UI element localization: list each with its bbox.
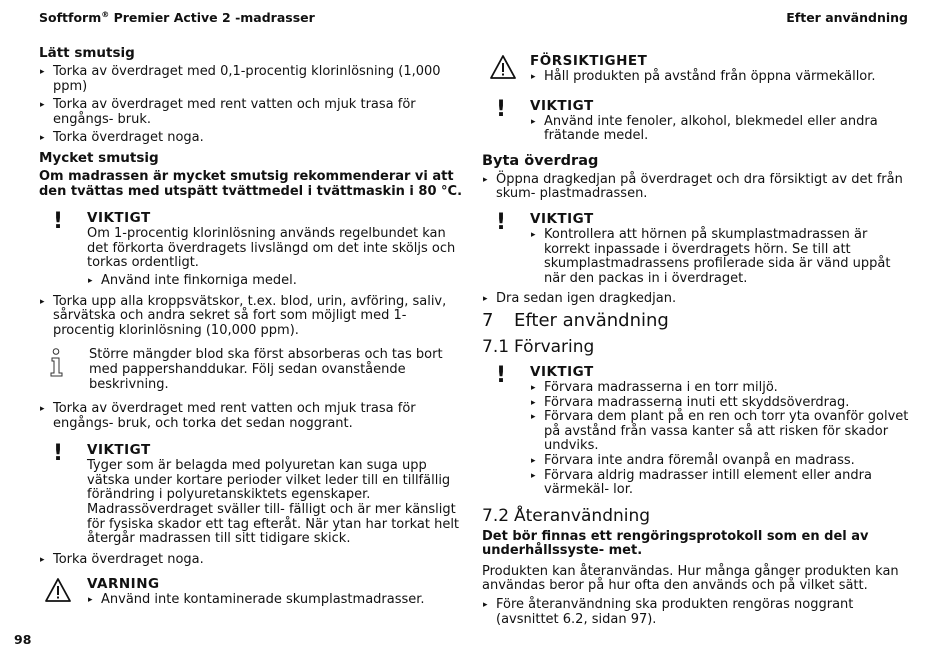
section-number: 7 (482, 309, 494, 331)
product-name: Premier Active 2 -madrasser (109, 10, 315, 26)
heading-byta-overdrag: Byta överdrag (482, 152, 599, 169)
list-item: ▸ Torka av överdraget med 0,1-procentig klorinlösning (1,000 ppm) (39, 65, 464, 94)
mycket-text: Om madrassen är mycket smutsig rekommenderar vi att den tvättas med utspätt tvättmedel i tvättmaskin i 80 °C. (39, 168, 463, 199)
note-title: VARNING (87, 576, 160, 593)
list-item: ▸ Dra sedan igen dragkedjan. (482, 292, 912, 307)
note-viktigt (39, 209, 464, 288)
warning-triangle-icon (41, 577, 75, 607)
note-bullet: ▸ Använd inte kontaminerade skumplastmadrasser. (87, 593, 464, 608)
warning-triangle-icon (486, 54, 520, 84)
section-title: Förvaring (514, 336, 595, 357)
note-info (39, 348, 464, 392)
page-number: 98 (14, 632, 32, 647)
note-viktigt (482, 210, 912, 286)
brand-name: Softform (39, 10, 102, 26)
section-number: 7.1 (482, 336, 510, 357)
note-bullet: ▸ Förvara madrasserna inuti ett skyddsöverdrag. (530, 396, 912, 411)
note-varning (39, 575, 464, 608)
note-text: Tyger som är belagda med polyuretan kan suga upp vätska under kortare perioder vilket leder till en tillfällig förändring i polyuretanskiktets egenskaper. Madrassöverdraget sväller till- fälligt och är mer känsligt för fysiska skador ett tag efteråt. När ytan har torkat helt återgår madrassen till sitt tidigare skick. (87, 458, 460, 547)
running-header-title (39, 10, 315, 25)
list-item: ▸ Torka upp alla kroppsvätskor, t.ex. blod, urin, avföring, saliv, sårvätska och andra sekret så fort som möjligt med 1-procentig klorinlösning (10,000 ppm). (39, 295, 464, 339)
exclamation-icon: ! (495, 96, 507, 122)
note-bullet: ▸ Förvara inte andra föremål ovanpå en madrass. (530, 454, 912, 469)
exclamation-icon: ! (52, 441, 64, 467)
section-title: Återanvändning (514, 505, 651, 526)
info-text: Större mängder blod ska först absorberas och tas bort med pappershanddukar. Följ sedan ovanstående beskrivning. (89, 347, 443, 392)
note-bullet: ▸ Förvara dem plant på en ren och torr yta ovanför golvet på avstånd från vassa kanter så att risken för skador undviks. (530, 410, 912, 454)
section-heading-7-1 (482, 335, 912, 359)
list-item: ▸ Öppna dragkedjan på överdraget och dra försiktigt av det från skum- plastmadrassen. (482, 173, 912, 202)
exclamation-icon: ! (495, 209, 507, 235)
exclamation-icon: ! (495, 362, 507, 388)
running-header-section: Efter användning (786, 10, 908, 25)
heading-mycket-smutsig: Mycket smutsig (39, 149, 159, 166)
exclamation-icon: ! (52, 209, 64, 235)
list-item: ▸ Torka överdraget noga. (39, 553, 464, 568)
list-item: ▸ Torka av överdraget med rent vatten och mjuk trasa för engångs- bruk, och torka det sedan noggrant. (39, 402, 464, 431)
note-viktigt (39, 441, 464, 547)
list-item: ▸ Torka av överdraget med rent vatten och mjuk trasa för engångs- bruk. (39, 98, 464, 127)
note-title: FÖRSIKTIGHET (530, 53, 648, 69)
note-bullet: ▸ Använd inte finkorniga medel. (87, 274, 464, 289)
note-title: VIKTIGT (530, 363, 594, 380)
note-title: VIKTIGT (87, 210, 151, 227)
list-item: ▸ Torka överdraget noga. (39, 131, 464, 146)
section-title: Efter användning (514, 309, 669, 331)
note-viktigt (482, 363, 912, 498)
info-icon (45, 348, 67, 382)
left-column (39, 44, 464, 608)
list-item: ▸ Före återanvändning ska produkten rengöras noggrant (avsnittet 6.2, sidan 97). (482, 598, 912, 627)
ater-bold-text: Det bör finnas ett rengöringsprotokoll som en del av underhållssyste- met. (482, 528, 869, 559)
section-heading-7 (482, 309, 912, 333)
note-title: VIKTIGT (87, 442, 151, 459)
note-bullet: ▸ Använd inte fenoler, alkohol, blekmedel eller andra frätande medel. (530, 115, 912, 144)
note-bullet: ▸ Förvara madrasserna i en torr miljö. (530, 381, 912, 396)
note-title: VIKTIGT (530, 210, 594, 227)
section-heading-7-2 (482, 504, 912, 528)
note-text: Om 1-procentig klorinlösning används regelbundet kan det förkorta överdragets livslängd om det inte sköljs och torkas ordentligt. (87, 226, 456, 271)
registered-mark: ® (101, 10, 110, 19)
note-viktigt (482, 97, 912, 144)
section-number: 7.2 (482, 505, 510, 526)
right-column (482, 52, 912, 627)
note-bullet: ▸ Håll produkten på avstånd från öppna värmekällor. (530, 70, 912, 85)
note-title: VIKTIGT (530, 97, 594, 114)
note-forsiktighet (482, 52, 912, 85)
note-bullet: ▸ Förvara aldrig madrasser intill element eller andra värmekäl- lor. (530, 469, 912, 498)
ater-text: Produkten kan återanvändas. Hur många gånger produkten kan användas beror på hur ofta den används och på vilket sätt. (482, 563, 899, 594)
heading-latt-smutsig: Lätt smutsig (39, 45, 135, 61)
note-bullet: ▸ Kontrollera att hörnen på skumplastmadrassen är korrekt inpassade i överdragets hörn. Se till att skumplastmadrassens profilerade sida är vänd uppåt när den packas in i överdraget. (530, 228, 912, 286)
